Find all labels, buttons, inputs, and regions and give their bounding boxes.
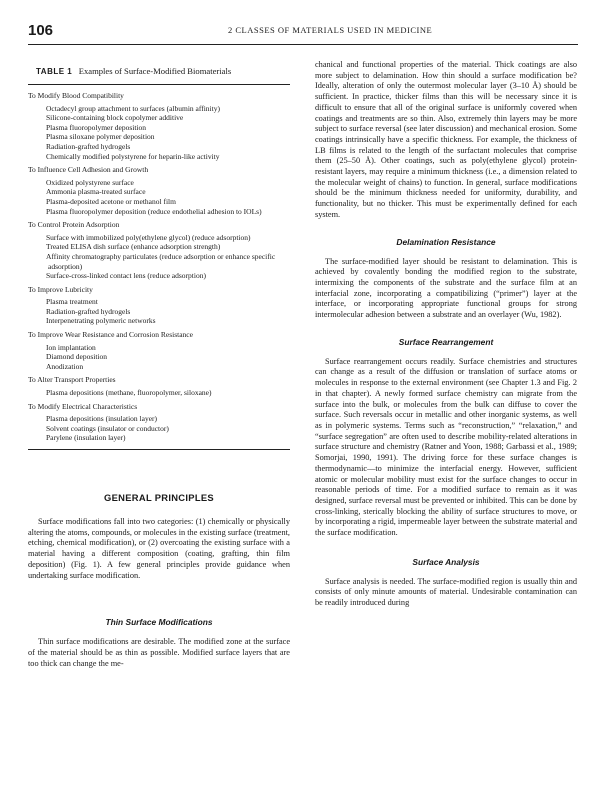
- table-item: Chemically modified polystyrene for heparin-like activity: [46, 151, 220, 161]
- table-item: Oxidized polystyrene surface: [46, 177, 134, 187]
- table-section-heading: To Modify Blood Compatibility: [28, 91, 124, 100]
- general-principles-heading: GENERAL PRINCIPLES: [104, 492, 214, 503]
- table-item: Plasma siloxane polymer deposition: [46, 132, 155, 142]
- table-item: Plasma depositions (insulation layer): [46, 414, 158, 424]
- general-principles-paragraph: Surface modifications fall into two categories: (1) chemically or physically altering the atoms, compounds, or molecules in the existing surface (treatment, etching, chemical modification), or (2) overcoating the existing surface with a material having a different composition (coating, grafting, thin film deposition) (Fig. 1). A few general principles provide guidance when undertaking surface modification.: [28, 517, 290, 580]
- thin-surface-heading: Thin Surface Modifications: [105, 617, 213, 628]
- surface-analysis-paragraph: Surface analysis is needed. The surface-modified region is usually thin and consists of only minute amounts of material. Undesirable contamination can be readily introduced during: [315, 576, 577, 608]
- table-caption: [28, 66, 290, 76]
- continued-paragraph: chanical and functional properties of the material. Thick coatings are also more subject to delamination. How thin should a surface modification be? Ideally, alteration of only the outermost molecular layer (3–10 Å) should be sufficient. In practice, thicker films than this will be necessary since it is difficult to ensure that all of the original surface is uniformly covered when coatings and treatments are so thin. Also, extremely thin layers may be more subject to surface reversal (see later discussion) and mechanical erosion. Some coatings intrinsically have a specific thickness. For example, the thickness of LB films is related to the length of the surfactant molecules that comprise them (25–50 Å). Other coatings, such as poly(ethylene glycol) protein-resistant layers, may require a minimum thickness (i.e., a dimension related to the molecular weight of chains) to function. In general, surface modifications should be the minimum thickness needed for uniformity, durability, and functionality, but no thicker. This must be experimentally defined for each system.: [315, 60, 577, 219]
- table-item: Diamond deposition: [46, 352, 108, 362]
- table-section-heading: To Improve Wear Resistance and Corrosion Resistance: [28, 330, 193, 340]
- table-item: Plasma-deposited acetone or methanol film: [46, 196, 176, 206]
- table-item: Surface-cross-linked contact lens (reduce adsorption): [46, 271, 206, 281]
- table-item: Plasma treatment: [46, 297, 98, 307]
- table-item: Octadecyl group attachment to surfaces (albumin affinity): [46, 103, 220, 113]
- table-item: Ion implantation: [46, 342, 96, 352]
- table-section-heading: To Alter Transport Properties: [28, 375, 116, 385]
- surface-analysis-heading: Surface Analysis: [412, 556, 480, 567]
- table-item: Radiation-grafted hydrogels: [46, 306, 131, 316]
- table-item: Radiation-grafted hydrogels: [46, 141, 131, 151]
- table-section-heading: To Modify Electrical Characteristics: [28, 401, 138, 411]
- chapter-title: 2 CLASSES OF MATERIALS USED IN MEDICINE: [228, 25, 433, 35]
- table-item: Anodization: [46, 361, 84, 371]
- table-section-heading: To Improve Lubricity: [28, 284, 93, 294]
- table-section-heading: To Control Protein Adsorption: [28, 220, 120, 230]
- table-item: Affinity chromatography particulates (reduce adsorption or enhance specific adsorption): [46, 251, 276, 271]
- table-item: Surface with immobilized poly(ethylene glycol) (reduce adsorption): [46, 232, 251, 242]
- table-item: Parylene (insulation layer): [46, 433, 126, 443]
- table-item: Ammonia plasma-treated surface: [46, 187, 146, 197]
- surface-modification-table: [28, 85, 290, 450]
- table-item: Treated ELISA dish surface (enhance adsorption strength): [46, 242, 221, 252]
- thin-surface-paragraph: Thin surface modifications are desirable. The modified zone at the surface of the material should be as thin as possible. Modified surface layers that are too thick can change the me-: [28, 637, 290, 668]
- delamination-paragraph: The surface-modified layer should be resistant to delamination. This is achieved by covalently bonding the modified region to the substrate, intermixing the components of the substrate and the surface film at an interfacial zone, incorporating a compatibilizing (“primer”) layer at the interface, or incorporating appropriate functional groups for strong intermolecular adhesion between a substrate and an overlayer (Wu, 1982).: [315, 256, 577, 320]
- table-item: Plasma depositions (methane, fluoropolymer, siloxane): [46, 388, 212, 398]
- left-column: [28, 60, 290, 669]
- table-label: TABLE 1: [36, 67, 73, 76]
- table-item: Plasma fluoropolymer deposition (reduce endothelial adhesion to IOLs): [46, 206, 262, 216]
- page-number: 106: [28, 22, 54, 39]
- delamination-heading: Delamination Resistance: [396, 236, 496, 247]
- table-item: Plasma fluoropolymer deposition: [46, 122, 146, 132]
- running-header: [28, 22, 578, 45]
- table-item: Silicone-containing block copolymer additive: [46, 113, 184, 123]
- rearrangement-paragraph: Surface rearrangement occurs readily. Surface chemistries and structures can change as a result of the diffusion or translation of surface atoms or molecules in response to the external environment (see Chapter 1.3 and Fig. 2 in that chapter). A newly formed surface chemistry can migrate from the surface into the bulk, or molecules from the bulk can diffuse to cover the surface. Such reversals occur in metallic and other inorganic systems, as well as in polymeric systems. Terms such as “reconstruction,” “relaxation,” and “surface segregation” are often used to describe mobility-related alterations in surface structure and chemistry (Ratner and Yoon, 1988; Garbassi et al., 1989; Somorjai, 1990, 1991). The driving force for these surface changes is thermodynamic—to minimize the interfacial energy. However, sufficient atomic or molecular mobility must exist for the surface changes to occur in reasonable periods of time. For a modified surface to remain as it was designed, surface reversal must be prevented or inhibited. This can be done by cross-linking, sterically blocking the ability of surface structures to move, or by incorporating a rigid, impermeable layer between the substrate material and the surface modification.: [315, 356, 577, 538]
- table-section-heading: To Influence Cell Adhesion and Growth: [28, 165, 149, 175]
- right-column: [315, 60, 577, 609]
- table-title: Examples of Surface-Modified Biomaterials: [78, 66, 232, 76]
- rearrangement-heading: Surface Rearrangement: [398, 336, 494, 347]
- table-item: Solvent coatings (insulator or conductor): [46, 423, 169, 433]
- table-item: Interpenetrating polymeric networks: [46, 316, 156, 326]
